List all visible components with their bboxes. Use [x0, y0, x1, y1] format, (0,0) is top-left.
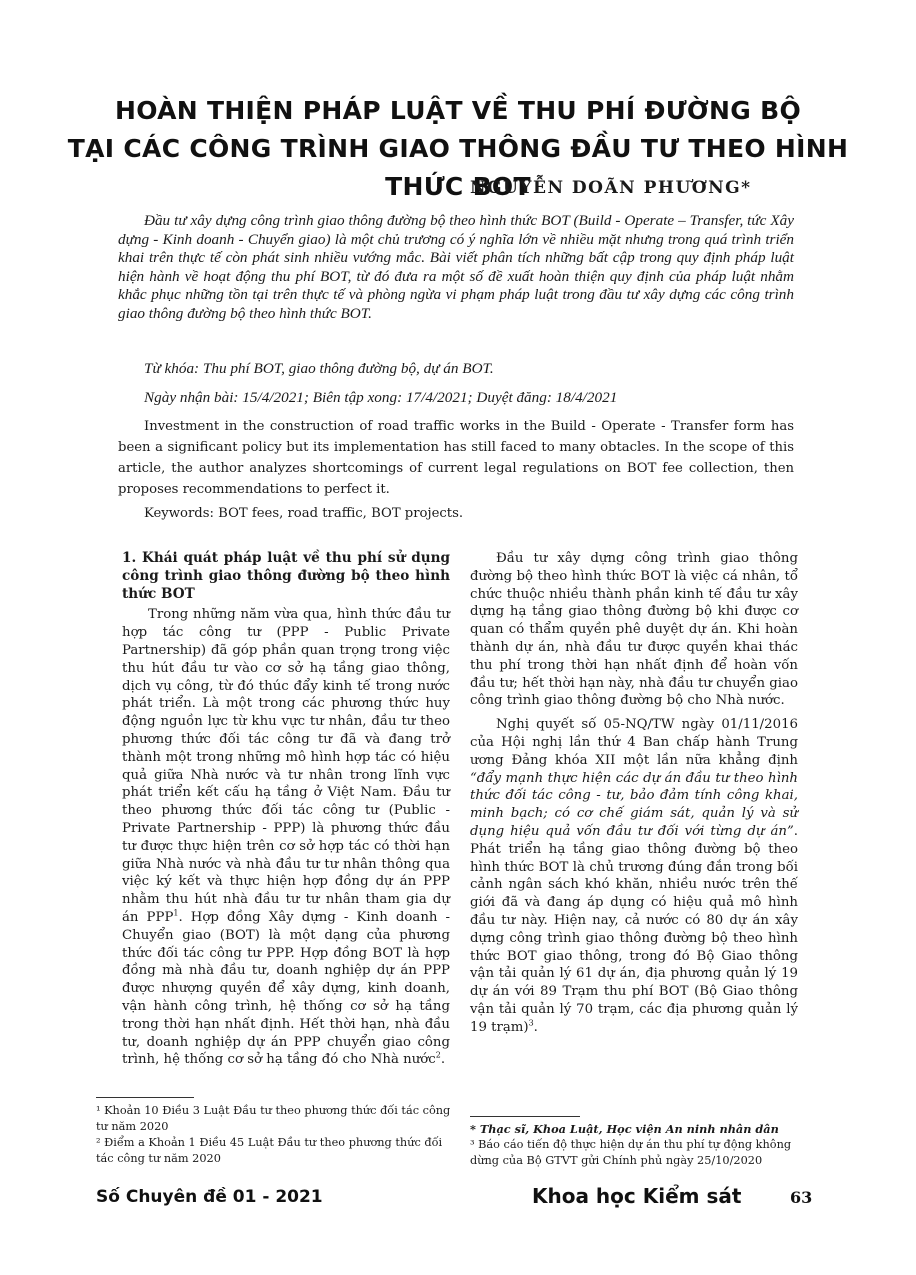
resolution-quote: “đẩy mạnh thực hiện các dự án đầu tư theo hình thức đối tác công - tư, bảo đảm tính công khai, minh bạch; có cơ chế giám sát, quản lý và sử dụng hiệu quả vốn đầu tư đối với từng dự án”	[470, 770, 798, 839]
footnote-1: ¹ Khoản 10 Điều 3 Luật Đầu tư theo phương thức đối tác công tư năm 2020	[96, 1104, 451, 1133]
page-number: 63	[790, 1188, 813, 1207]
footnote-ref-3: 3	[528, 1018, 534, 1028]
journal-name: Khoa học Kiểm sát	[532, 1184, 742, 1208]
author-mark: *	[741, 178, 752, 198]
footnote-divider-left	[96, 1097, 194, 1098]
section-heading: 1. Khái quát pháp luật về thu phí sử dụng công trình giao thông đường bộ theo hình thức BOT	[122, 550, 450, 602]
keywords-english: Keywords: BOT fees, road traffic, BOT projects.	[144, 506, 464, 521]
submission-dates: Ngày nhận bài: 15/4/2021; Biên tập xong: 17/4/2021; Duyệt đăng: 18/4/2021	[144, 389, 618, 406]
abstract-english: Investment in the construction of road traffic works in the Build - Operate - Transfer form has been a significant policy but its implementation has still faced to many obtacles. In the scope of this article, the author analyzes shortcomings of current legal regulations on BOT fee collection, then proposes recommendations to perfect it.	[118, 419, 794, 497]
right-paragraph-1: Đầu tư xây dựng công trình giao thông đường bộ theo hình thức BOT là việc cá nhân, tổ chức thuộc nhiều thành phần kinh tế đầu tư xây dựng hạ tầng giao thông đường bộ khi được cơ quan có thẩm quyền phê duyệt dự án. Khi hoàn thành dự án, nhà đầu tư được quyền khai thác thu phí trong thời hạn nhất định để hoàn vốn đầu tư; hết thời hạn này, nhà đầu tư chuyển giao công trình giao thông đường bộ cho Nhà nước.	[470, 551, 798, 709]
left-paragraph: Trong những năm vừa qua, hình thức đầu tư hợp tác công tư (PPP - Public Private Partnership) đã góp phần quan trọng trong việc thu hút đầu tư vào cơ sở hạ tầng giao thông, dịch vụ công, từ đó thúc đẩy kinh tế trong nước phát triển. Là một trong các phương thức huy động nguồn lực từ khu vực tư nhân, đầu tư theo phương thức đối tác công tư đã và đang trở thành một trong những mô hình hợp tác có hiệu quả giữa Nhà nước và tư nhân trong lĩnh vực phát triển kết cấu hạ tầng ở Việt Nam. Đầu tư theo phương thức đối tác công tư (Public - Private Partnership - PPP) là phương thức đầu tư được thực hiện trên cơ sở hợp tác có thời hạn giữa Nhà nước và nhà đầu tư tư nhân thông qua việc ký kết và thực hiện hợp đồng dự án PPP nhằm thu hút nhà đầu tư tư nhân tham gia dự án PPP$^1$. Hợp đồng Xây dựng - Kinh doanh - Chuyển giao (BOT) là một dạng của phương thức đối tác công tư PPP. Hợp đồng BOT là hợp đồng mà nhà đầu tư, doanh nghiệp dự án PPP được nhượng quyền để xây dựng, kinh doanh, vận hành công trình, hệ thống cơ sở hạ tầng trong thời hạn nhất định. Hết thời hạn, nhà đầu tư, doanh nghiệp dự án PPP chuyển giao công trình, hệ thống cơ sở hạ tầng đó cho Nhà nước$^2$.	[122, 607, 450, 1068]
footnote-ref-1: 1	[173, 908, 179, 918]
title-line-1: HOÀN THIỆN PHÁP LUẬT VỀ THU PHÍ ĐƯỜNG BỘ	[114, 96, 801, 125]
footnotes-left	[96, 1103, 452, 1167]
issue-label: Số Chuyên đề 01 - 2021	[96, 1187, 323, 1207]
footnote-ref-2: 2	[435, 1050, 441, 1060]
right-column	[470, 550, 798, 1043]
title-line-2: TẠI CÁC CÔNG TRÌNH GIAO THÔNG ĐẦU TƯ THEO HÌNH THỨC BOT	[67, 134, 849, 201]
author-name: NGUYỄN DOÃN PHƯƠNG*	[470, 178, 752, 198]
footnotes-right	[470, 1121, 810, 1169]
footnote-divider-right	[470, 1116, 580, 1117]
footnote-2: ² Điểm a Khoản 1 Điều 45 Luật Đầu tư theo phương thức đối tác công tư năm 2020	[96, 1136, 443, 1165]
footnote-3: ³ Báo cáo tiến độ thực hiện dự án thu phí tự động không dừng của Bộ GTVT gửi Chính phủ ngày 25/10/2020	[470, 1138, 792, 1167]
keywords-vietnamese: Từ khóa: Thu phí BOT, giao thông đường bộ, dự án BOT.	[144, 360, 494, 377]
right-paragraph-2: Nghị quyết số 05-NQ/TW ngày 01/11/2016 của Hội nghị lần thứ 4 Ban chấp hành Trung ương Đảng khóa XII một lần nữa khẳng định “đẩy mạnh thực hiện các dự án đầu tư theo hình thức đối tác công - tư, bảo đảm tính công khai, minh bạch; có cơ chế giám sát, quản lý và sử dụng hiệu quả vốn đầu tư đối với từng dự án”. Phát triển hạ tầng giao thông đường bộ theo hình thức BOT là chủ trương đúng đắn trong bối cảnh ngân sách khó khăn, nhiều nước trên thế giới đã và đang áp dụng có hiệu quả mô hình đầu tư này. Hiện nay, cả nước có 80 dự án xây dựng công trình giao thông đường bộ theo hình thức BOT giao thông, trong đó Bộ Giao thông vận tải quản lý 61 dự án, địa phương quản lý 19 dự án với 89 Trạm thu phí BOT (Bộ Giao thông vận tải quản lý 70 trạm, các địa phương quản lý 19 trạm)$^3$.	[470, 717, 798, 1035]
abstract-vietnamese: Đầu tư xây dựng công trình giao thông đường bộ theo hình thức BOT (Build - Operate – Transfer, tức Xây dựng - Kinh doanh - Chuyển giao) là một chủ trương có ý nghĩa lớn về nhiều mặt nhưng trong quá trình triển khai trên thực tế còn phát sinh nhiều vướng mắc. Bài viết phân tích những bất cập trong quy định pháp luật hiện hành về hoạt động thu phí BOT, từ đó đưa ra một số đề xuất hoàn thiện quy định của pháp luật nhằm khắc phục những tồn tại trên thực tế và phòng ngừa vi phạm pháp luật trong đầu tư xây dựng các công trình giao thông đường bộ theo hình thức BOT.	[118, 212, 794, 322]
left-column	[122, 550, 450, 1075]
author-affiliation-note: * Thạc sĩ, Khoa Luật, Học viện An ninh nhân dân	[470, 1122, 779, 1136]
